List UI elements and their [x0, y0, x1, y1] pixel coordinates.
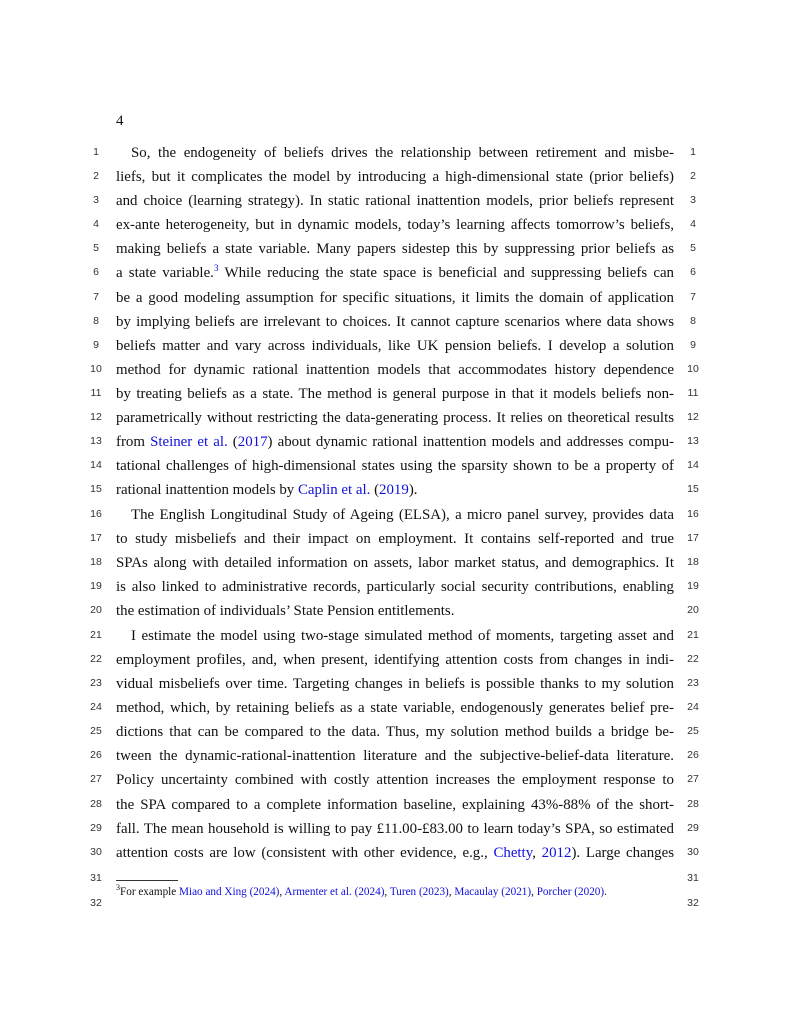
text-fragment: ( [227, 434, 238, 450]
text-fragment: ( [370, 482, 380, 498]
line-number-left: 24 [90, 701, 102, 713]
text-line-7: be a good modeling assumption for specific situations, it limits the domain of application [116, 290, 674, 306]
line-number-left: 32 [90, 897, 102, 909]
line-number-left: 21 [90, 629, 102, 641]
text-line-13 [116, 432, 674, 452]
footnote-ref-link[interactable]: Porcher (2020) [536, 886, 605, 898]
line-number-right: 23 [687, 677, 699, 689]
line-number-left: 28 [90, 798, 102, 810]
line-number-right: 14 [687, 459, 699, 471]
text-fragment: , [532, 845, 542, 861]
footnote-divider [116, 880, 178, 881]
line-number-left: 17 [90, 532, 102, 544]
citation-link-caplin-author[interactable]: Caplin et al. [297, 482, 371, 498]
line-number-left: 15 [90, 483, 102, 495]
line-number-right: 17 [687, 532, 699, 544]
text-line-3: and choice (learning strategy). In static rational inattention models, prior beliefs represent [116, 193, 674, 209]
text-line-12: parametrically without restricting the data-generating process. It relies on theoretical results [116, 410, 674, 426]
line-number-left: 16 [90, 508, 102, 520]
line-number-left: 25 [90, 725, 102, 737]
line-number-right: 13 [687, 435, 699, 447]
line-number-right: 12 [687, 411, 699, 423]
line-number-left: 1 [93, 146, 99, 158]
line-number-left: 10 [90, 363, 102, 375]
citation-link-chetty-year[interactable]: 2012 [541, 845, 572, 861]
text-fragment: While reducing the state space is beneficial and suppressing beliefs can [218, 265, 675, 281]
line-number-right: 4 [690, 218, 696, 230]
line-number-left: 18 [90, 556, 102, 568]
text-line-18: SPAs along with detailed information on assets, labor market status, and demographics. It [116, 555, 674, 571]
line-number-right: 8 [690, 315, 696, 327]
line-number-left: 12 [90, 411, 102, 423]
line-number-right: 16 [687, 508, 699, 520]
text-line-23: vidual misbeliefs over time. Targeting changes in beliefs is possible thanks to my solution [116, 676, 674, 692]
line-number-left: 30 [90, 846, 102, 858]
text-line-19: is also linked to administrative records, particularly social security contributions, enabling [116, 579, 674, 595]
text-line-20: the estimation of individuals’ State Pension entitlements. [116, 603, 455, 619]
text-fragment: ). Large changes [571, 845, 674, 861]
text-fragment: a state variable. [116, 265, 214, 281]
line-number-right: 31 [687, 872, 699, 884]
footnote-marker-link[interactable]: 3 [213, 264, 219, 274]
footnote-marker: 3 [116, 883, 120, 892]
text-line-28: the SPA compared to a complete information baseline, explaining 43%-88% of the short- [116, 797, 674, 813]
text-line-15 [116, 480, 674, 500]
citation-link-steiner-author[interactable]: Steiner et al. [150, 434, 228, 450]
footnote-ref-link[interactable]: Armenter et al. (2024) [284, 886, 385, 898]
line-number-right: 10 [687, 363, 699, 375]
line-number-right: 11 [687, 387, 699, 399]
footnote-separator: , [384, 886, 390, 898]
footnote-separator: , [531, 886, 537, 898]
line-number-left: 19 [90, 580, 102, 592]
text-line-16: The English Longitudinal Study of Ageing (ELSA), a micro panel survey, provides data [131, 507, 674, 523]
text-line-5: making beliefs a state variable. Many papers sidestep this by suppressing prior beliefs as [116, 241, 674, 257]
citation-link-steiner-year[interactable]: 2017 [237, 434, 268, 450]
text-fragment: from [116, 434, 151, 450]
text-fragment: ). [408, 482, 418, 498]
line-number-right: 2 [690, 170, 696, 182]
text-line-10: method for dynamic rational inattention models that accommodates history dependence [116, 362, 674, 378]
line-number-right: 30 [687, 846, 699, 858]
line-number-right: 25 [687, 725, 699, 737]
citation-link-caplin-year[interactable]: 2019 [379, 482, 409, 498]
text-line-8: by implying beliefs are irrelevant to choices. It cannot capture scenarios where data shows [116, 314, 674, 330]
line-number-right: 7 [690, 291, 696, 303]
text-line-2: liefs, but it complicates the model by introducing a high-dimensional state (prior beliefs) [116, 169, 674, 185]
text-line-25: dictions that can be compared to the data. Thus, my solution method builds a bridge be- [116, 724, 674, 740]
line-number-left: 13 [90, 435, 102, 447]
line-number-right: 3 [690, 194, 696, 206]
page-number: 4 [116, 113, 124, 129]
line-number-left: 3 [93, 194, 99, 206]
footnote-separator: , [448, 886, 455, 898]
line-number-left: 31 [90, 872, 102, 884]
line-number-right: 32 [687, 897, 699, 909]
line-number-left: 14 [90, 459, 102, 471]
line-number-right: 15 [687, 483, 699, 495]
text-fragment: rational inattention models by [116, 482, 298, 498]
line-number-left: 2 [93, 170, 99, 182]
text-line-11: by treating beliefs as a state. The method is general purpose in that it models beliefs non- [116, 386, 674, 402]
line-number-left: 5 [93, 242, 99, 254]
line-number-right: 1 [690, 146, 696, 158]
line-number-right: 27 [687, 773, 699, 785]
line-number-right: 20 [687, 604, 699, 616]
line-number-right: 28 [687, 798, 699, 810]
line-number-right: 26 [687, 749, 699, 761]
text-line-29: fall. The mean household is willing to pay £11.00-£83.00 to learn today’s SPA, so estimated [116, 821, 674, 837]
text-line-24: method, which, by retaining beliefs as a state variable, endogenously generates belief pre- [116, 700, 674, 716]
line-number-right: 24 [687, 701, 699, 713]
footnote-separator: . [604, 886, 607, 898]
line-number-right: 22 [687, 653, 699, 665]
text-line-30 [116, 843, 674, 863]
text-line-6 [116, 263, 674, 283]
line-number-right: 5 [690, 242, 696, 254]
text-fragment: ) about dynamic rational inattention models and addresses compu- [267, 434, 674, 450]
line-number-left: 26 [90, 749, 102, 761]
line-number-right: 9 [690, 339, 696, 351]
line-number-left: 9 [93, 339, 99, 351]
text-fragment: attention costs are low (consistent with other evidence, e.g., [116, 845, 494, 861]
line-number-left: 7 [93, 291, 99, 303]
line-number-left: 6 [93, 266, 99, 278]
text-line-17: to study misbeliefs and their impact on employment. It contains self-reported and true [116, 531, 674, 547]
line-number-left: 22 [90, 653, 102, 665]
footnote-separator: , [279, 886, 285, 898]
line-number-right: 6 [690, 266, 696, 278]
line-number-left: 27 [90, 773, 102, 785]
citation-link-chetty-author[interactable]: Chetty [493, 845, 533, 861]
line-number-left: 4 [93, 218, 99, 230]
line-number-left: 8 [93, 315, 99, 327]
line-number-right: 29 [687, 822, 699, 834]
line-number-left: 23 [90, 677, 102, 689]
text-line-9: beliefs matter and vary across individuals, like UK pension beliefs. I develop a solution [116, 338, 674, 354]
line-number-right: 21 [687, 629, 699, 641]
text-line-22: employment profiles, and, when present, identifying attention costs from changes in indi- [116, 652, 674, 668]
footnote-ref-link[interactable]: Miao and Xing (2024) [179, 886, 280, 898]
text-line-21: I estimate the model using two-stage simulated method of moments, targeting asset and [131, 628, 674, 644]
line-number-right: 19 [687, 580, 699, 592]
line-number-right: 18 [687, 556, 699, 568]
text-line-26: tween the dynamic-rational-inattention literature and the subjective-belief-data literature. [116, 748, 674, 764]
text-line-4: ex-ante heterogeneity, but in dynamic models, today’s learning affects tomorrow’s beliefs, [116, 217, 674, 233]
line-number-left: 29 [90, 822, 102, 834]
line-number-left: 11 [90, 387, 102, 399]
footnote-ref-link[interactable]: Macaulay (2021) [454, 886, 532, 898]
footnote-lead: For example [120, 886, 180, 898]
text-line-1: So, the endogeneity of beliefs drives the relationship between retirement and misbe- [131, 145, 674, 161]
text-line-27: Policy uncertainty combined with costly attention increases the employment response to [116, 772, 674, 788]
footnote-ref-link[interactable]: Turen (2023) [389, 886, 449, 898]
footnote-3 [116, 885, 607, 899]
line-number-left: 20 [90, 604, 102, 616]
text-line-14: tational challenges of high-dimensional states using the sparsity shown to be a property of [116, 458, 674, 474]
